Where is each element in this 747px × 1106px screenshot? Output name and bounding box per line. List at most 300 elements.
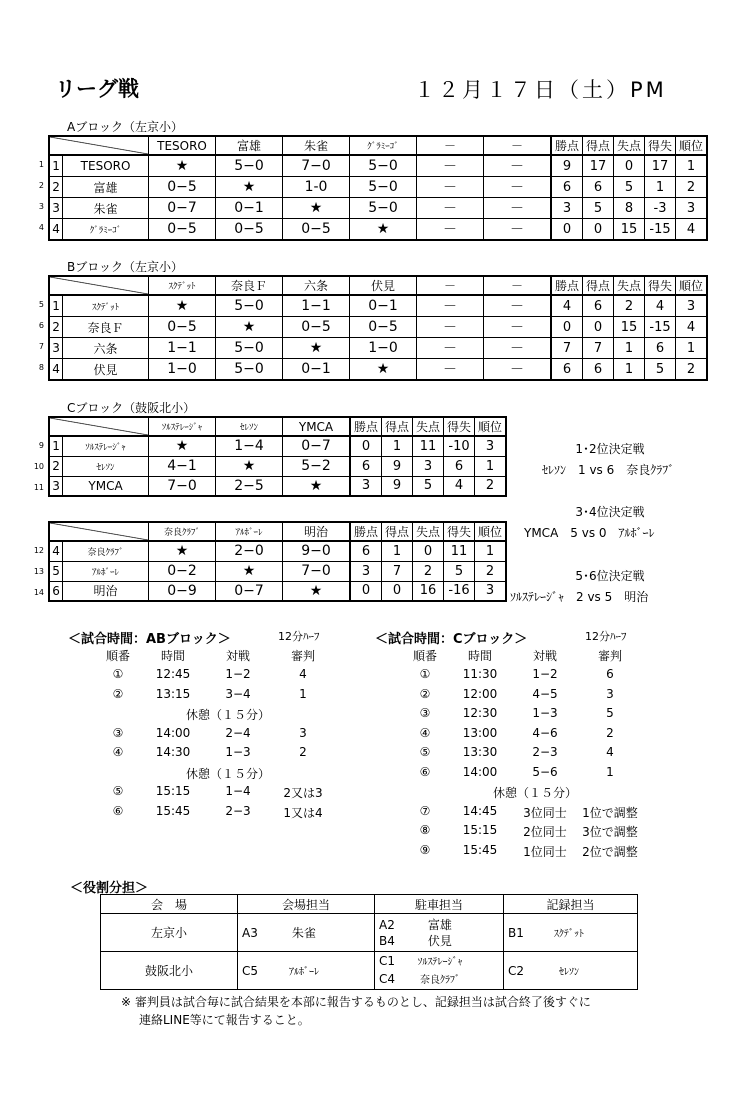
- grid-stat: 4: [551, 295, 583, 317]
- schedule-ref: 5: [606, 706, 614, 720]
- schedule-match: 3位同士: [523, 805, 567, 820]
- grid-cell: 0−1: [350, 295, 417, 317]
- grid-stat: 17: [645, 155, 676, 177]
- grid-row-seq: 1: [49, 155, 63, 177]
- grid-row: [49, 436, 506, 456]
- grid-stat: 6: [551, 177, 583, 198]
- schedule-no: ⑨: [419, 842, 431, 857]
- grid-row: [49, 317, 707, 338]
- schedule-break: 休憩（１５分）: [185, 708, 270, 722]
- schedule-no: ⑧: [419, 823, 431, 837]
- grid-stat-header: 得失: [444, 522, 475, 541]
- schedule-header: 審判: [597, 649, 622, 663]
- roles-code: C4: [379, 971, 396, 986]
- grid-stat: 1: [676, 155, 708, 177]
- grid-cell: ★: [149, 155, 216, 177]
- grid-stat: 11: [413, 436, 444, 456]
- schedule-match: 3−4: [225, 686, 251, 701]
- grid-stat: 3: [350, 476, 382, 496]
- grid-cell: 1−0: [149, 359, 216, 381]
- grid-stat: 3: [475, 581, 507, 601]
- note-line-2: 連絡LINE等にて報告すること。: [139, 1013, 310, 1027]
- grid-header-row: [49, 136, 707, 155]
- schedule-match: 1−2: [532, 667, 558, 681]
- grid-cell: 7−0: [149, 476, 216, 496]
- grid-stat: 3: [551, 198, 583, 219]
- grid-stat: 4: [645, 295, 676, 317]
- grid-corner: [49, 417, 149, 436]
- roles-record: [504, 914, 638, 952]
- grid-stat: 0: [382, 581, 413, 601]
- grid-cell: 5−0: [216, 155, 283, 177]
- grid-row: [49, 359, 707, 381]
- grid-stat: 0: [583, 219, 614, 241]
- grid-stat: 1: [475, 456, 507, 476]
- roles-parking: [375, 914, 504, 952]
- grid-cell: 0−1: [216, 198, 283, 219]
- grid-stat: 9: [382, 456, 413, 476]
- schedule-no: ①: [112, 667, 124, 681]
- roles-code: B1: [508, 926, 524, 940]
- grid-stat-header: 得点: [382, 522, 413, 541]
- grid-stat: 6: [551, 359, 583, 381]
- schedule-time: 15:45: [462, 842, 498, 857]
- grid-stat-header: 得点: [382, 417, 413, 436]
- roles-code: C2: [508, 964, 525, 978]
- grid-row-team: 富雄: [63, 177, 149, 198]
- grid-stat: 5: [614, 177, 645, 198]
- grid-cell: 0−2: [149, 561, 216, 581]
- roles-venue: 左京小: [101, 914, 238, 952]
- grid-row-number: 6: [38, 321, 44, 330]
- grid-row-seq: 1: [49, 436, 63, 456]
- schedule-time: 13:30: [462, 745, 498, 759]
- grid-cell: 0−7: [283, 436, 351, 456]
- grid-corner: [49, 522, 149, 541]
- schedule-ref: 6: [606, 667, 614, 681]
- grid-stat: 6: [645, 338, 676, 359]
- roles-record: [504, 952, 638, 990]
- grid-stat: 3: [676, 198, 708, 219]
- grid-cell: 1−4: [216, 436, 283, 456]
- grid-cell: ★: [216, 317, 283, 338]
- grid-stat: 0: [350, 436, 382, 456]
- grid-row-number: 10: [33, 462, 44, 471]
- grid-cell: ★: [149, 295, 216, 317]
- grid-stat-header: 失点: [614, 276, 645, 295]
- note-line-1: ※ 審判員は試合毎に試合結果を本部に報告するものとし、記録担当は試合終了後すぐに: [121, 995, 591, 1009]
- grid-stat: 6: [350, 541, 382, 561]
- grid-stat: 2: [676, 177, 708, 198]
- grid-stat: 4: [676, 219, 708, 241]
- block-b-title: Bブロック（左京小）: [67, 260, 183, 274]
- grid-cell: 9−0: [283, 541, 351, 561]
- schedule-time: 14:00: [155, 725, 191, 740]
- grid-stat-header: 得失: [645, 136, 676, 155]
- schedule-time: 11:30: [462, 667, 498, 681]
- grid-stat: 1: [475, 541, 507, 561]
- final-34-title: 3･4位決定戦: [575, 505, 645, 519]
- schedule-header: 時間: [160, 649, 185, 663]
- roles-venue-duty: [238, 952, 375, 990]
- grid-stat: 6: [583, 177, 614, 198]
- schedule-no: ③: [419, 706, 431, 720]
- grid-header-row: [49, 276, 707, 295]
- grid-cell: ★: [283, 198, 350, 219]
- grid-cell: ★: [216, 177, 283, 198]
- grid-corner: [49, 276, 149, 295]
- grid-stat: 7: [583, 338, 614, 359]
- schedule-time: 12:30: [462, 706, 498, 720]
- grid-stat: 1: [614, 359, 645, 381]
- grid-col-header: TESORO: [149, 136, 216, 155]
- grid-row-seq: 4: [49, 359, 63, 381]
- schedule-no: ③: [112, 725, 124, 740]
- grid-stat: 7: [382, 561, 413, 581]
- grid-col-header: 伏見: [350, 276, 417, 295]
- grid-stat: 5: [413, 476, 444, 496]
- final-12-match: ｾﾚｿﾝ 1 vs 6 奈良ｸﾗﾌﾞ: [542, 463, 675, 477]
- schedule-time: 15:45: [155, 803, 191, 818]
- grid-stat: 8: [614, 198, 645, 219]
- grid-row: [49, 338, 707, 359]
- block-c-bottom-table: [48, 521, 507, 602]
- grid-stat-header: 勝点: [350, 522, 382, 541]
- schedule-time: 14:00: [462, 764, 498, 779]
- schedule-match: 1−2: [225, 667, 251, 681]
- grid-row-team: ｾﾚｿﾝ: [63, 456, 149, 476]
- grid-stat: 0: [583, 317, 614, 338]
- grid-col-header: ｾﾚｿﾝ: [216, 417, 283, 436]
- grid-header-row: [49, 522, 506, 541]
- grid-stat-header: 得点: [583, 136, 614, 155]
- grid-stat: 16: [413, 581, 444, 601]
- grid-stat: 6: [583, 359, 614, 381]
- schedule-ref: 1: [606, 764, 614, 779]
- grid-row-number: 9: [38, 441, 44, 450]
- schedule-match: 2−3: [532, 745, 558, 759]
- schedule-ab: [68, 628, 368, 828]
- grid-stat: -15: [645, 317, 676, 338]
- roles-table: [100, 894, 638, 990]
- grid-cell: －: [484, 338, 552, 359]
- roles-team: 富雄: [427, 917, 452, 932]
- roles-venue-duty: [238, 914, 375, 952]
- grid-stat: 1: [382, 541, 413, 561]
- grid-cell: 5−2: [283, 456, 351, 476]
- grid-cell: 7−0: [283, 561, 351, 581]
- roles-team: 伏見: [427, 933, 452, 948]
- grid-cell: －: [484, 155, 552, 177]
- schedule-no: ①: [419, 667, 431, 681]
- grid-stat: 6: [444, 456, 475, 476]
- grid-cell: ★: [350, 219, 417, 241]
- schedule-no: ⑤: [112, 784, 124, 798]
- grid-row-seq: 4: [49, 219, 63, 241]
- grid-row: [49, 456, 506, 476]
- grid-cell: －: [417, 338, 484, 359]
- schedule-no: ⑥: [419, 764, 431, 779]
- grid-row-seq: 1: [49, 295, 63, 317]
- grid-row-team: ｽｸﾃﾞｯﾄ: [63, 295, 149, 317]
- grid-row-seq: 3: [49, 338, 63, 359]
- grid-stat: 0: [350, 581, 382, 601]
- grid-row-seq: 2: [49, 456, 63, 476]
- schedule-time: 15:15: [462, 823, 498, 837]
- schedule-ref: 1: [299, 686, 307, 701]
- grid-stat-header: 得点: [583, 276, 614, 295]
- grid-cell: 1−1: [283, 295, 350, 317]
- grid-col-header: ｿﾙｽﾃﾚｰｼﾞｬ: [149, 417, 216, 436]
- schedule-no: ②: [112, 686, 124, 701]
- grid-row-seq: 4: [49, 541, 63, 561]
- grid-row-seq: 2: [49, 317, 63, 338]
- grid-cell: ★: [283, 581, 351, 601]
- grid-cell: 0−7: [216, 581, 283, 601]
- grid-col-header: －: [484, 276, 552, 295]
- schedule-ref: 4: [299, 667, 307, 681]
- schedule-time: 13:00: [462, 725, 498, 740]
- grid-cell: 4−1: [149, 456, 216, 476]
- schedule-ref: 4: [606, 745, 614, 759]
- schedule-ref: 3: [299, 725, 307, 740]
- grid-col-header: 朱雀: [283, 136, 350, 155]
- schedule-match: 1−3: [225, 745, 251, 759]
- grid-stat-header: 勝点: [350, 417, 382, 436]
- grid-cell: －: [417, 317, 484, 338]
- schedule-no: ②: [419, 686, 431, 701]
- schedule-time: 13:15: [155, 686, 191, 701]
- grid-stat: 3: [475, 436, 507, 456]
- grid-col-header: －: [417, 136, 484, 155]
- grid-cell: ★: [149, 436, 216, 456]
- grid-stat: 15: [614, 317, 645, 338]
- grid-cell: ★: [216, 561, 283, 581]
- grid-cell: 5−0: [350, 198, 417, 219]
- schedule-header: 対戦: [532, 649, 557, 663]
- grid-cell: 0−5: [149, 177, 216, 198]
- grid-cell: 1−0: [350, 338, 417, 359]
- grid-row: [49, 177, 707, 198]
- grid-cell: －: [417, 359, 484, 381]
- grid-stat: 2: [413, 561, 444, 581]
- grid-row-team: 奈良ｸﾗﾌﾞ: [63, 541, 149, 561]
- grid-row-number: 7: [38, 342, 44, 351]
- grid-cell: 0−5: [149, 219, 216, 241]
- grid-stat: 9: [382, 476, 413, 496]
- schedule-time: 14:30: [155, 745, 191, 759]
- grid-cell: ★: [283, 338, 350, 359]
- grid-row-team: ｿﾙｽﾃﾚｰｼﾞｬ: [63, 436, 149, 456]
- grid-cell: ★: [149, 541, 216, 561]
- schedule-match: 1−3: [532, 706, 558, 720]
- grid-cell: ★: [350, 359, 417, 381]
- grid-row-team: 奈良Ｆ: [63, 317, 149, 338]
- schedule-ref: 2: [299, 745, 307, 759]
- schedule-break: 休憩（１５分）: [492, 786, 577, 800]
- roles-team: ｽｸﾃﾞｯﾄ: [553, 929, 584, 940]
- grid-row-team: 明治: [63, 581, 149, 601]
- roles-header-venue-duty: 会場担当: [238, 895, 375, 914]
- grid-row: [49, 476, 506, 496]
- grid-stat: 11: [444, 541, 475, 561]
- grid-stat: -3: [645, 198, 676, 219]
- grid-stat: -16: [444, 581, 475, 601]
- schedule-match: 2位同士: [523, 825, 567, 839]
- schedule-title: ＜試合時間：ABブロック＞: [68, 632, 231, 647]
- roles-parking: [375, 952, 504, 990]
- grid-col-header: －: [417, 276, 484, 295]
- roles-header-row: [101, 895, 638, 914]
- grid-stat: 0: [614, 155, 645, 177]
- grid-cell: 5−0: [216, 338, 283, 359]
- grid-cell: 0−5: [216, 219, 283, 241]
- grid-stat: 4: [444, 476, 475, 496]
- roles-team: ｿﾙｽﾃﾚｰｼﾞｬ: [417, 956, 463, 968]
- grid-row: [49, 219, 707, 241]
- grid-cell: －: [417, 295, 484, 317]
- grid-cell: －: [484, 219, 552, 241]
- grid-stat-header: 順位: [676, 276, 708, 295]
- grid-col-header: ｸﾞﾗﾐｰｺﾞ: [350, 136, 417, 155]
- schedule-c: [375, 628, 675, 868]
- grid-row: [49, 295, 707, 317]
- grid-row-seq: 5: [49, 561, 63, 581]
- block-a-table: [48, 135, 708, 241]
- grid-cell: 0−5: [283, 317, 350, 338]
- grid-row-seq: 2: [49, 177, 63, 198]
- block-c-title: Cブロック（鼓阪北小）: [67, 401, 196, 415]
- grid-row-number: 13: [33, 567, 44, 576]
- roles-code: C1: [379, 953, 396, 968]
- schedule-match: 1位同士: [523, 844, 567, 859]
- schedule-ref: 3位で調整: [582, 825, 638, 839]
- schedule-no: ⑥: [112, 803, 124, 818]
- grid-stat: 0: [413, 541, 444, 561]
- grid-stat-header: 失点: [614, 136, 645, 155]
- grid-row-number: 1: [38, 160, 44, 169]
- grid-corner: [49, 136, 149, 155]
- schedule-ref: 2: [606, 725, 614, 740]
- grid-cell: 5−0: [216, 359, 283, 381]
- grid-stat: 9: [551, 155, 583, 177]
- grid-row-team: TESORO: [63, 155, 149, 177]
- grid-row-team: 伏見: [63, 359, 149, 381]
- grid-stat: 1: [382, 436, 413, 456]
- grid-cell: 1-0: [283, 177, 350, 198]
- grid-cell: 0−5: [350, 317, 417, 338]
- schedule-no: ⑦: [419, 803, 431, 818]
- grid-stat: 17: [583, 155, 614, 177]
- grid-stat: 15: [614, 219, 645, 241]
- roles-title: ＜役割分担＞: [70, 881, 149, 896]
- grid-cell: 2−0: [216, 541, 283, 561]
- schedule-time: 14:45: [462, 803, 498, 818]
- schedule-half: 12分ﾊｰﾌ: [585, 630, 627, 643]
- grid-stat-header: 得失: [645, 276, 676, 295]
- grid-row-team: YMCA: [63, 476, 149, 496]
- grid-cell: 0−7: [149, 198, 216, 219]
- grid-stat-header: 順位: [676, 136, 708, 155]
- grid-row-number: 8: [38, 363, 44, 372]
- grid-cell: ★: [283, 476, 351, 496]
- roles-venue: 鼓阪北小: [101, 952, 238, 990]
- grid-stat-header: 順位: [475, 417, 507, 436]
- grid-col-header: 奈良ｸﾗﾌﾞ: [149, 522, 216, 541]
- grid-stat: -15: [645, 219, 676, 241]
- block-b-table: [48, 275, 708, 381]
- final-56-title: 5･6位決定戦: [575, 569, 645, 583]
- grid-cell: 0−5: [283, 219, 350, 241]
- event-date: １２月１７日（土）PM: [414, 78, 667, 102]
- grid-stat: 3: [350, 561, 382, 581]
- schedule-header: 審判: [290, 649, 315, 663]
- schedule-header: 対戦: [225, 649, 250, 663]
- grid-col-header: 六条: [283, 276, 350, 295]
- grid-row-seq: 6: [49, 581, 63, 601]
- schedule-no: ⑤: [419, 745, 431, 759]
- grid-col-header: －: [484, 136, 552, 155]
- schedule-header: 時間: [467, 649, 492, 663]
- grid-header-row: [49, 417, 506, 436]
- schedule-ref: 1位で調整: [582, 805, 638, 820]
- schedule-break: 休憩（１５分）: [185, 766, 270, 781]
- schedule-time: 12:00: [462, 686, 498, 701]
- grid-stat: 0: [551, 219, 583, 241]
- schedule-match: 2−4: [225, 725, 251, 740]
- grid-col-header: YMCA: [283, 417, 351, 436]
- grid-col-header: 奈良Ｆ: [216, 276, 283, 295]
- grid-cell: 2−5: [216, 476, 283, 496]
- grid-row-team: 朱雀: [63, 198, 149, 219]
- grid-row-seq: 3: [49, 198, 63, 219]
- grid-stat: 1: [676, 338, 708, 359]
- grid-col-header: 明治: [283, 522, 351, 541]
- grid-row: [49, 561, 506, 581]
- grid-cell: －: [484, 177, 552, 198]
- roles-header-venue: 会 場: [101, 895, 238, 914]
- schedule-match: 4−5: [532, 686, 558, 701]
- grid-cell: －: [417, 155, 484, 177]
- grid-cell: 5−0: [216, 295, 283, 317]
- schedule-time: 15:15: [155, 784, 191, 798]
- grid-row: [49, 581, 506, 601]
- page-title: リーグ戦: [55, 77, 139, 101]
- grid-stat-header: 得失: [444, 417, 475, 436]
- schedule-time: 12:45: [155, 667, 191, 681]
- schedule-ref: 2又は3: [283, 786, 323, 800]
- grid-row-seq: 3: [49, 476, 63, 496]
- roles-team: ｱﾙﾎﾞｰﾚ: [289, 967, 320, 978]
- grid-cell: －: [417, 219, 484, 241]
- roles-code: A2: [379, 917, 395, 932]
- grid-cell: －: [484, 295, 552, 317]
- grid-stat: 5: [645, 359, 676, 381]
- grid-col-header: ｱﾙﾎﾞｰﾚ: [216, 522, 283, 541]
- block-c-top-table: [48, 416, 507, 497]
- grid-col-header: 富雄: [216, 136, 283, 155]
- final-34-match: YMCA 5 vs 0 ｱﾙﾎﾞｰﾚ: [524, 526, 655, 540]
- roles-header-parking: 駐車担当: [375, 895, 504, 914]
- schedule-header: 順番: [105, 649, 130, 663]
- grid-row-number: 14: [33, 588, 44, 597]
- grid-stat-header: 勝点: [551, 136, 583, 155]
- grid-cell: ★: [216, 456, 283, 476]
- schedule-header: 順番: [412, 649, 437, 663]
- grid-cell: 0−9: [149, 581, 216, 601]
- grid-row-team: 六条: [63, 338, 149, 359]
- roles-row: [101, 952, 638, 990]
